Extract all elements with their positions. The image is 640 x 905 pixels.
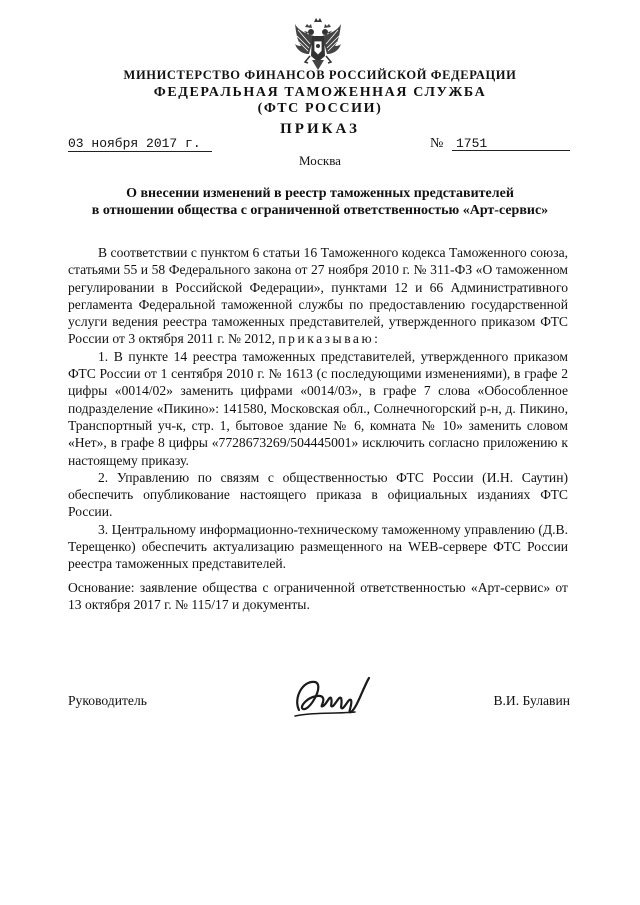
order-date: 03 ноября 2017 г.	[68, 136, 212, 152]
item-1: 1. В пункте 14 реестра таможенных представителей, утвержденного приказом ФТС России от 1 сентября 2010 г. № 1613 (с последующими изменениями), в графе 2 цифры «0014/02» заменить цифрами «0014/03», в графе 7 слова «Обособленное подразделение «Пикино»: 141580, Московская обл., Солнечногорский р-н, д. Пикино, Транспортный уч-к, стр. 1, бытовое здание № 6, комната № 10» заменить словом «Нет», в графе 8 цифры «7728673269/504445001» исключить согласно приложению к настоящему приказу.	[68, 348, 568, 468]
document-type: ПРИКАЗ	[280, 121, 360, 137]
order-word: приказываю:	[278, 331, 381, 347]
city: Москва	[299, 153, 341, 168]
signer-position: Руководитель	[68, 693, 147, 708]
service-short-name: (ФТС РОССИИ)	[257, 101, 383, 116]
intro-text: В соответствии с пунктом 6 статьи 16 Таможенного кодекса Таможенного союза, статьями 55 и 58 Федерального закона от 27 ноября 2010 г. № 311-ФЗ «О таможенном регулировании в Российской Федерации», пунктами 12 и 66 Административного регламента Федеральной таможенной службы по предоставлению государственной услуги ведения реестра таможенных представителей, утвержденного приказом ФТС России от 3 октября 2011 г. № 2012,	[68, 245, 568, 347]
service-name: ФЕДЕРАЛЬНАЯ ТАМОЖЕННАЯ СЛУЖБА	[153, 85, 487, 100]
basis-paragraph: Основание: заявление общества с ограниченной ответственностью «Арт-сервис» от 13 октября 2017 г. № 115/17 и документы.	[68, 579, 568, 612]
document-body	[68, 244, 568, 613]
handwritten-signature	[285, 668, 377, 722]
signer-name: В.И. Булавин	[493, 693, 570, 708]
order-number: 1751	[452, 136, 570, 151]
coat-of-arms-icon	[292, 16, 344, 74]
title-line-2: в отношении общества с ограниченной ответственностью «Арт-сервис»	[91, 203, 549, 218]
item-2: 2. Управлению по связям с общественностью ФТС России (И.Н. Саутин) обеспечить опубликование настоящего приказа в официальных изданиях ФТС России.	[68, 469, 568, 520]
ministry-name: МИНИСТЕРСТВО ФИНАНСОВ РОССИЙСКОЙ ФЕДЕРАЦИИ	[123, 68, 517, 82]
item-3: 3. Центральному информационно-техническому таможенному управлению (Д.В. Терещенко) обеспечить актуализацию размещенного на WEB-сервере ФТС России реестра таможенных представителей.	[68, 521, 568, 572]
number-sign: №	[430, 136, 444, 151]
document-title	[60, 185, 580, 219]
title-line-1: О внесении изменений в реестр таможенных представителей	[126, 186, 514, 201]
intro-paragraph	[68, 244, 568, 348]
